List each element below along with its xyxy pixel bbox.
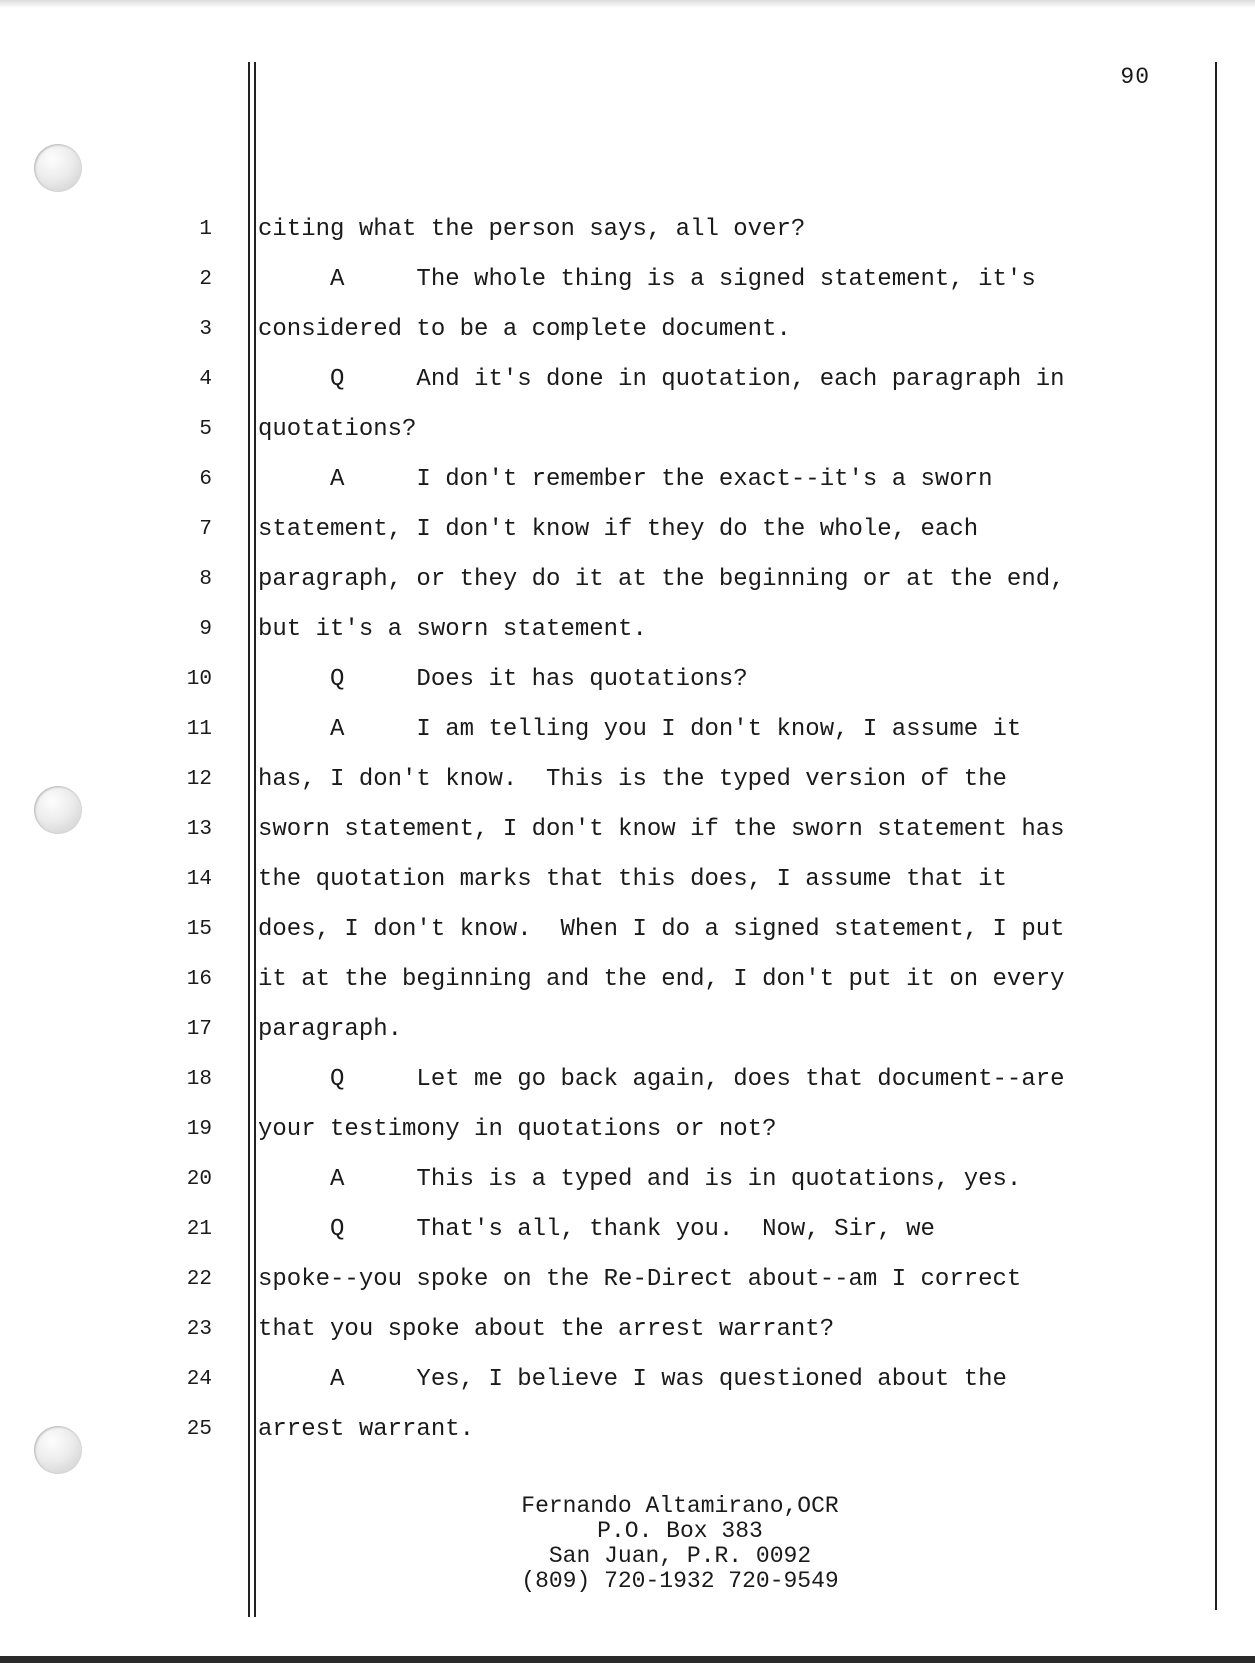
transcript-line (0, 862, 1255, 912)
reporter-address-line1: P.O. Box 383 (597, 1518, 763, 1544)
transcript-line (0, 1212, 1255, 1262)
transcript-line (0, 562, 1255, 612)
transcript-line (0, 1312, 1255, 1362)
line-number: 5 (199, 418, 212, 441)
line-text: A The whole thing is a signed statement, it's (258, 266, 1036, 293)
transcript-line (0, 762, 1255, 812)
transcript-line (0, 362, 1255, 412)
line-text: arrest warrant. (258, 1416, 475, 1443)
line-text: Q And it's done in quotation, each paragraph in (258, 366, 1065, 393)
line-text: does, I don't know. When I do a signed statement, I put (258, 916, 1065, 943)
transcript-line (0, 212, 1255, 262)
binder-hole-top (34, 144, 82, 192)
line-number: 11 (186, 718, 212, 741)
line-number: 15 (186, 918, 212, 941)
line-number: 13 (186, 818, 212, 841)
line-text: statement, I don't know if they do the whole, each (258, 516, 979, 543)
line-number: 12 (186, 768, 212, 791)
line-text: sworn statement, I don't know if the sworn statement has (258, 816, 1065, 843)
line-number: 25 (186, 1418, 212, 1441)
line-number: 14 (186, 868, 212, 891)
line-text: it at the beginning and the end, I don't put it on every (258, 966, 1065, 993)
transcript-line (0, 1362, 1255, 1412)
line-number: 20 (186, 1168, 212, 1191)
line-text: Q Let me go back again, does that document--are (258, 1066, 1065, 1093)
transcript-line (0, 512, 1255, 562)
reporter-phones: (809) 720-1932 720-9549 (521, 1568, 839, 1594)
line-text: paragraph, or they do it at the beginning or at the end, (258, 566, 1065, 593)
line-number: 3 (199, 318, 212, 341)
transcript-line (0, 1062, 1255, 1112)
reporter-name: Fernando Altamirano,OCR (521, 1493, 839, 1519)
line-number: 24 (186, 1368, 212, 1391)
line-text: Q That's all, thank you. Now, Sir, we (258, 1216, 935, 1243)
transcript-line (0, 1262, 1255, 1312)
page-number: 90 (1120, 64, 1150, 90)
line-number: 9 (199, 618, 212, 641)
line-text: quotations? (258, 416, 417, 443)
transcript-line (0, 462, 1255, 512)
transcript-line (0, 1412, 1255, 1462)
line-text: has, I don't know. This is the typed version of the (258, 766, 1007, 793)
line-number: 22 (186, 1268, 212, 1291)
line-number: 7 (199, 518, 212, 541)
scan-edge-bottom (0, 1656, 1255, 1663)
reporter-footer (450, 1494, 910, 1594)
line-text: paragraph. (258, 1016, 403, 1043)
line-number: 19 (186, 1118, 212, 1141)
transcript-line (0, 1012, 1255, 1062)
reporter-address-line2: San Juan, P.R. 0092 (548, 1543, 812, 1569)
line-text: that you spoke about the arrest warrant? (258, 1316, 835, 1343)
transcript-line (0, 662, 1255, 712)
line-number: 10 (186, 668, 212, 691)
transcript-line (0, 912, 1255, 962)
transcript-line (0, 412, 1255, 462)
line-text: A I don't remember the exact--it's a sworn (258, 466, 993, 493)
transcript-line (0, 1162, 1255, 1212)
transcript-line (0, 712, 1255, 762)
line-number: 4 (199, 368, 212, 391)
scan-edge-top (0, 0, 1255, 8)
transcript-line (0, 812, 1255, 862)
line-number: 17 (186, 1018, 212, 1041)
transcript-line (0, 312, 1255, 362)
transcript-line (0, 262, 1255, 312)
line-text: but it's a sworn statement. (258, 616, 647, 643)
line-number: 8 (199, 568, 212, 591)
line-text: your testimony in quotations or not? (258, 1116, 777, 1143)
line-number: 2 (199, 268, 212, 291)
line-text: citing what the person says, all over? (258, 216, 806, 243)
line-text: A Yes, I believe I was questioned about the (258, 1366, 1007, 1393)
line-text: considered to be a complete document. (258, 316, 791, 343)
transcript-line (0, 1112, 1255, 1162)
line-number: 21 (186, 1218, 212, 1241)
line-text: Q Does it has quotations? (258, 666, 748, 693)
transcript-line (0, 612, 1255, 662)
line-text: spoke--you spoke on the Re-Direct about--am I correct (258, 1266, 1022, 1293)
line-number: 16 (186, 968, 212, 991)
line-number: 23 (186, 1318, 212, 1341)
transcript-line (0, 962, 1255, 1012)
line-number: 6 (199, 468, 212, 491)
line-number: 18 (186, 1068, 212, 1091)
line-number: 1 (199, 218, 212, 241)
line-text: the quotation marks that this does, I assume that it (258, 866, 1007, 893)
line-text: A This is a typed and is in quotations, yes. (258, 1166, 1022, 1193)
line-text: A I am telling you I don't know, I assume it (258, 716, 1022, 743)
